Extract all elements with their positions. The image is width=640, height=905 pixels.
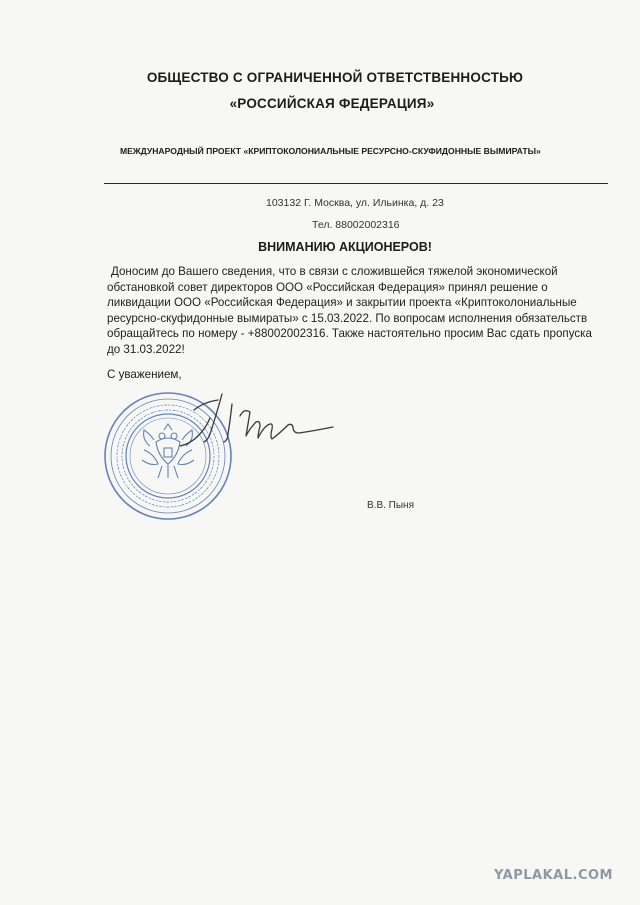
org-name-line1: ОБЩЕСТВО С ОГРАНИЧЕННОЙ ОТВЕТСТВЕННОСТЬЮ: [146, 70, 524, 85]
address: 103132 Г. Москва, ул. Ильинка, д. 23: [266, 197, 444, 209]
header-divider: [104, 183, 608, 184]
project-line: МЕЖДУНАРОДНЫЙ ПРОЕКТ «КРИПТОКОЛОНИАЛЬНЫЕ РЕСУРСНО-СКУФИДОННЫЕ ВЫМИРАТЫ»: [120, 146, 541, 156]
notice-heading: ВНИМАНИЮ АКЦИОНЕРОВ!: [258, 240, 432, 254]
body-line: ресурсно-скуфидонные вымираты» с 15.03.2022. По вопросам исполнения обязательств: [107, 311, 588, 325]
body-line: до 31.03.2022!: [107, 342, 185, 356]
phone: Тел. 88002002316: [312, 219, 400, 231]
org-name-line2: «РОССИЙСКАЯ ФЕДЕРАЦИЯ»: [229, 96, 435, 111]
notice-body: [107, 264, 607, 358]
body-line: обстановкой совет директоров ООО «Российская Федерация» принял решение о: [107, 280, 548, 294]
seal-and-signature: [100, 380, 360, 528]
signer-name: В.В. Пыня: [367, 500, 414, 511]
signature-icon: [100, 380, 360, 528]
body-line: Доносим до Вашего сведения, что в связи с сложившейся тяжелой экономической: [111, 265, 558, 278]
body-line: обращайтесь по номеру - +88002002316. Также настоятельно просим Вас сдать пропуска: [107, 327, 592, 341]
body-line: ликвидации ООО «Российская Федерация» и закрытии проекта «Криптоколониальные: [107, 296, 577, 310]
closing: С уважением,: [107, 368, 182, 381]
watermark: YAPLAKAL.COM: [494, 868, 613, 883]
